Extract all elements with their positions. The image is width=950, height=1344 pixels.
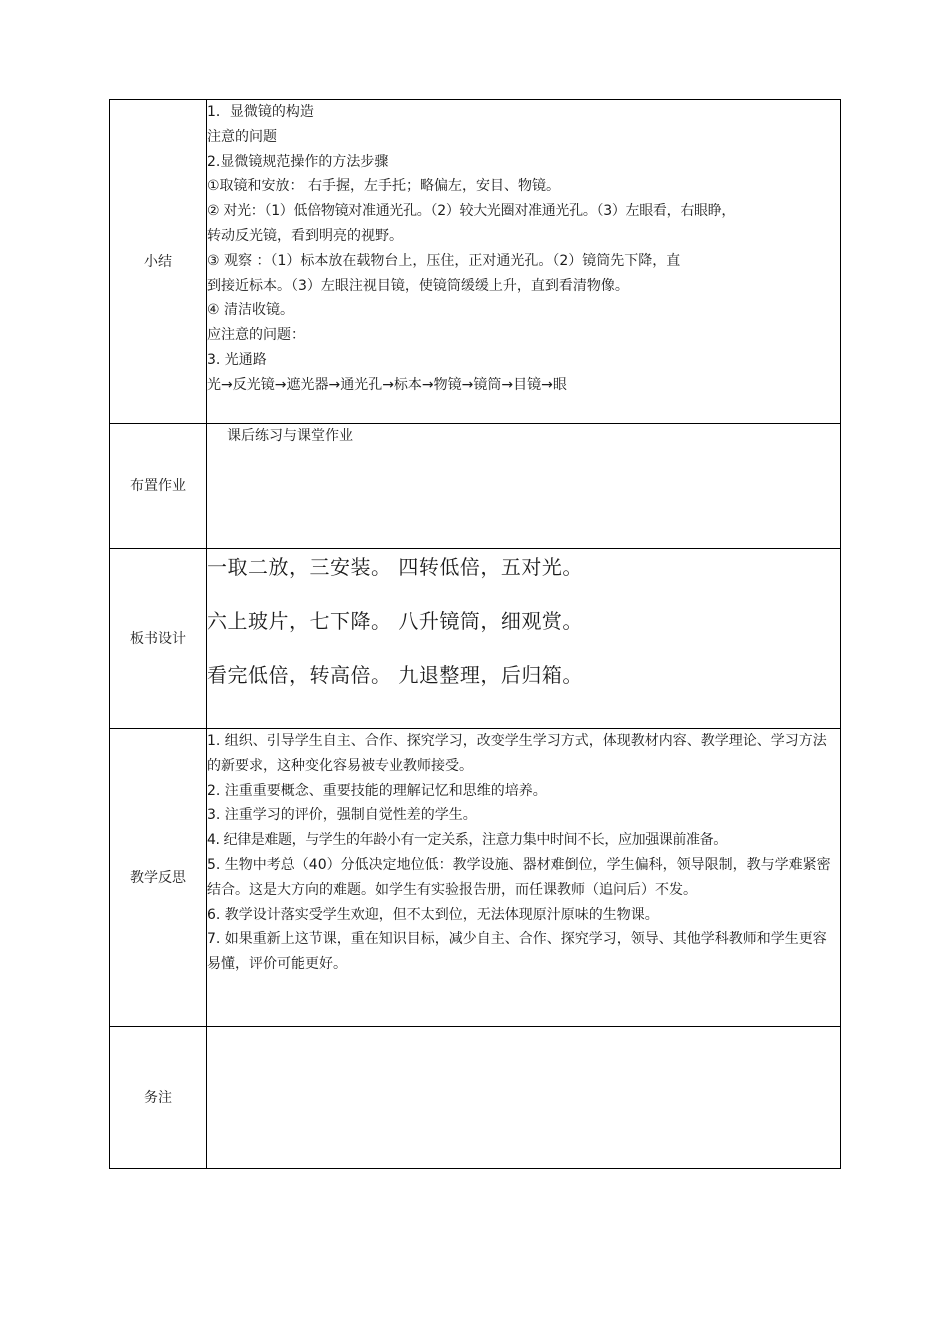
board-design-content bbox=[207, 549, 841, 729]
homework-row bbox=[110, 424, 841, 549]
board-design-label: 板书设计 bbox=[110, 549, 207, 729]
reflection-row bbox=[110, 729, 841, 1027]
lesson-plan-table bbox=[109, 99, 841, 1169]
reflection-item: 7. 如果重新上这节课，重在知识目标，减少自主、合作、探究学习，领导、其他学科教师和学生更容易懂，评价可能更好。 bbox=[207, 931, 827, 973]
summary-label: 小结 bbox=[110, 100, 207, 424]
summary-line: 应注意的问题： bbox=[207, 327, 305, 344]
reflection-item: 5. 生物中考总（40）分低决定地位低：教学设施、器材难倒位，学生偏科，领导限制，教与学难紧密结合。这是大方向的难题。如学生有实验报告册，而任课教师（追问后）不发。 bbox=[207, 856, 831, 898]
board-design-row bbox=[110, 549, 841, 729]
summary-line: ④ 清洁收镜。 bbox=[207, 302, 295, 319]
homework-content bbox=[207, 424, 841, 549]
homework-text: 课后练习与课堂作业 bbox=[227, 428, 353, 444]
summary-line: 注意的问题 bbox=[207, 128, 277, 145]
summary-row bbox=[110, 100, 841, 424]
remarks-content bbox=[207, 1027, 841, 1169]
board-line: 一取二放，三安装。 四转低倍，五对光。 bbox=[207, 555, 583, 579]
summary-line: 光→反光镜→遮光器→通光孔→标本→物镜→镜筒→目镜→眼 bbox=[207, 376, 567, 393]
summary-line: ② 对光：（1）低倍物镜对准通光孔。（2）较大光圈对准通光孔。（3）左眼看，右眼睁， bbox=[207, 203, 736, 220]
summary-line: 3. 光通路 bbox=[207, 351, 267, 368]
homework-label: 布置作业 bbox=[110, 424, 207, 549]
summary-line: ①取镜和安放： 右手握，左手托；略偏左，安目、物镜。 bbox=[207, 178, 560, 195]
summary-line: 2.显微镜规范操作的方法步骤 bbox=[207, 153, 389, 170]
summary-line: 到接近标本。（3）左眼注视目镜，使镜筒缓缓上升，直到看清物像。 bbox=[207, 277, 629, 294]
summary-line: 转动反光镜，看到明亮的视野。 bbox=[207, 227, 403, 244]
remarks-row bbox=[110, 1027, 841, 1169]
remarks-label: 务注 bbox=[110, 1027, 207, 1169]
board-line: 看完低倍，转高倍。 九退整理，后归箱。 bbox=[207, 663, 583, 687]
reflection-item: 1. 组织、引导学生自主、合作、探究学习，改变学生学习方式，体现教材内容、教学理论、学习方法的新要求，这种变化容易被专业教师接受。 bbox=[207, 733, 827, 774]
board-line: 六上玻片，七下降。 八升镜筒，细观赏。 bbox=[207, 609, 583, 633]
reflection-item: 6. 教学设计落实受学生欢迎，但不太到位，无法体现原汁原味的生物课。 bbox=[207, 906, 659, 923]
reflection-content bbox=[207, 729, 841, 1027]
reflection-label: 教学反思 bbox=[110, 729, 207, 1027]
summary-line: ③ 观察 ：（1）标本放在载物台上，压住，正对通光孔。（2）镜筒先下降，直 bbox=[207, 252, 681, 269]
summary-line: 1．显微镜的构造 bbox=[207, 104, 314, 120]
reflection-item: 2. 注重重要概念、重要技能的理解记忆和思维的培养。 bbox=[207, 782, 547, 799]
summary-content bbox=[207, 100, 841, 424]
reflection-item: 3. 注重学习的评价，强制自觉性差的学生。 bbox=[207, 807, 477, 824]
reflection-item: 4. 纪律是难题，与学生的年龄小有一定关系，注意力集中时间不长，应加强课前准备。 bbox=[207, 832, 727, 849]
